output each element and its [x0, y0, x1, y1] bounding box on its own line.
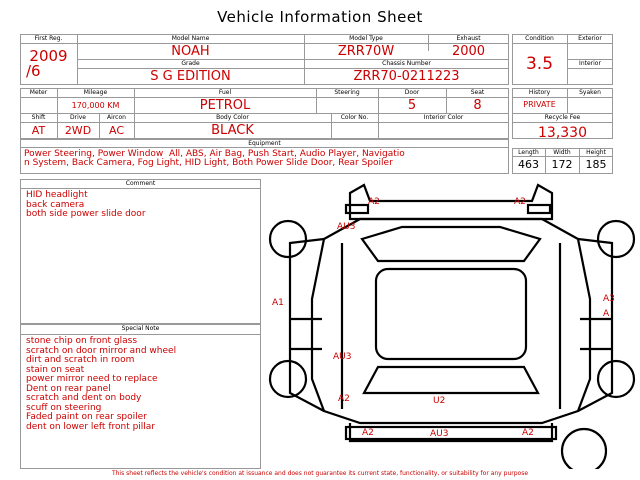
- door-label: Door: [404, 89, 420, 96]
- aircon-label: Aircon: [107, 114, 126, 121]
- damage-mark: A2: [368, 197, 380, 207]
- wheel-rear-left: [270, 361, 306, 397]
- model-type-label: Model Type: [349, 35, 383, 42]
- list-item: dent on lower left front pillar: [26, 421, 156, 432]
- shift-value: AT: [31, 124, 46, 137]
- exhaust-value: 2000: [451, 44, 486, 59]
- equipment-line-2: n System, Back Camera, Fog Light, HID Light, Both Power Slide Door, Rear Spoiler: [24, 158, 393, 168]
- seat-value: 8: [473, 98, 482, 113]
- grade-value: S G EDITION: [150, 69, 231, 84]
- seat-label: Seat: [470, 89, 485, 96]
- door-value: 5: [407, 98, 417, 113]
- damage-mark: A: [603, 309, 610, 319]
- syaken-label: Syaken: [579, 89, 601, 96]
- list-item: back camera: [26, 199, 85, 210]
- model-type-value: ZRR70W: [337, 44, 395, 59]
- sheet-title: Vehicle Information Sheet: [217, 8, 423, 26]
- disclaimer-footer: This sheet reflects the vehicle's condition at issuance and does not guarantee its current state, functionality, or suitability for any purpose: [111, 470, 529, 477]
- width-label: Width: [553, 149, 571, 156]
- model-name-label: Model Name: [171, 35, 210, 42]
- length-value: 463: [518, 158, 539, 171]
- wheel-front-left: [270, 221, 306, 257]
- chassis-label: Chassis Number: [382, 60, 431, 67]
- car-roof: [376, 269, 526, 359]
- car-windshield: [362, 227, 540, 261]
- drive-value: 2WD: [64, 124, 92, 137]
- list-item: Dent on rear panel: [26, 383, 111, 394]
- interior-label: Interior: [579, 60, 601, 67]
- grade-label: Grade: [181, 60, 200, 67]
- spare-wheel: [562, 429, 606, 469]
- damage-mark: U2: [433, 396, 446, 406]
- damage-mark: A2: [514, 197, 526, 207]
- color-no-label: Color No.: [340, 114, 369, 121]
- list-item: stain on seat: [26, 364, 85, 375]
- recycle-fee-value: 13,330: [538, 125, 587, 141]
- first-reg-label: First Reg.: [34, 35, 63, 42]
- damage-mark: AU3: [430, 429, 449, 439]
- car-damage-diagram: [262, 179, 640, 469]
- list-item: stone chip on front glass: [26, 336, 138, 346]
- history-label: History: [528, 89, 551, 96]
- damage-mark: A2: [362, 428, 374, 438]
- meter-label: Meter: [29, 89, 48, 96]
- list-item: scratch and dent on body: [26, 393, 142, 403]
- car-rear-window: [364, 367, 538, 393]
- exhaust-label: Exhaust: [456, 35, 481, 42]
- damage-mark: A3: [603, 294, 615, 304]
- body-color-label: Body Color: [216, 114, 249, 121]
- comment-label: Comment: [125, 180, 156, 187]
- body-color-value: BLACK: [211, 123, 254, 138]
- special-note-lines: [26, 337, 176, 432]
- front-bumper-plate-right: [528, 205, 550, 213]
- steering-label: Steering: [334, 89, 360, 96]
- damage-mark: A1: [272, 298, 284, 308]
- recycle-fee-label: Recycle Fee: [544, 114, 581, 121]
- list-item: both side power slide door: [26, 209, 146, 219]
- list-item: dirt and scratch in room: [26, 355, 135, 365]
- fuel-value: PETROL: [199, 98, 251, 113]
- aircon-value: AC: [108, 124, 124, 137]
- damage-mark: AU3: [337, 222, 356, 232]
- width-value: 172: [551, 158, 573, 171]
- special-note-label: Special Note: [121, 325, 160, 332]
- damage-mark: A2: [522, 428, 534, 438]
- height-label: Height: [586, 149, 606, 156]
- mileage-value: 170,000 KM: [71, 101, 120, 110]
- first-reg-year: 2009: [29, 47, 68, 65]
- list-item: Faded paint on rear spoiler: [26, 412, 147, 422]
- damage-mark: AU3: [333, 352, 352, 362]
- condition-value: 3.5: [525, 54, 554, 74]
- equipment-label: Equipment: [248, 140, 281, 147]
- list-item: HID headlight: [26, 190, 88, 200]
- list-item: scratch on door mirror and wheel: [26, 345, 177, 356]
- list-item: power mirror need to replace: [26, 374, 158, 384]
- interior-color-label: Interior Color: [423, 114, 464, 121]
- chassis-value: ZRR70-0211223: [353, 69, 460, 84]
- fuel-label: Fuel: [218, 89, 232, 96]
- model-name-value: NOAH: [171, 44, 210, 59]
- exterior-label: Exterior: [578, 35, 602, 42]
- height-value: 185: [585, 158, 607, 171]
- wheel-rear-right: [598, 361, 634, 397]
- list-item: scuff on steering: [26, 402, 102, 413]
- equipment-line-1: Power Steering, Power Window All, ABS, Air Bag, Push Start, Audio Player, Navigatio: [24, 149, 405, 159]
- history-value: PRIVATE: [523, 100, 556, 109]
- mileage-label: Mileage: [83, 89, 108, 96]
- first-reg-month: /6: [26, 62, 41, 80]
- drive-label: Drive: [70, 114, 86, 121]
- damage-mark: A2: [338, 394, 350, 404]
- comment-lines: [26, 191, 146, 220]
- length-label: Length: [518, 149, 539, 156]
- wheel-front-right: [598, 221, 634, 257]
- shift-label: Shift: [31, 114, 46, 121]
- condition-label: Condition: [525, 35, 554, 42]
